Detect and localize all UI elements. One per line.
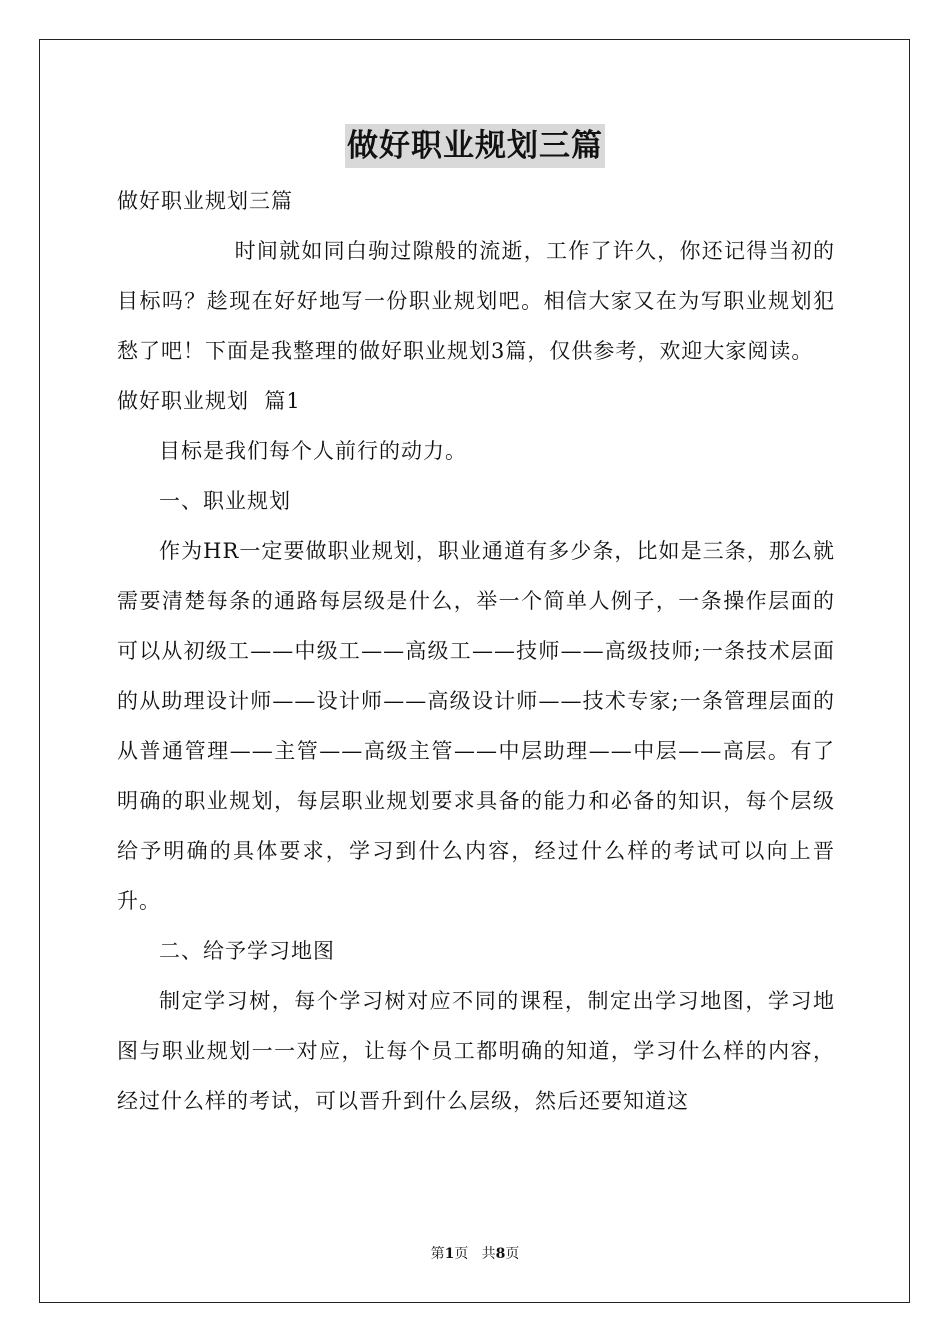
- total-page-number: 8: [495, 1246, 506, 1262]
- body-paragraph: 制定学习树，每个学习树对应不同的课程，制定出学习地图，学习地图与职业规划一一对应，让每个员工都明确的知道，学习什么样的内容，经过什么样的考试，可以晋升到什么层级，然后还要知道这: [117, 989, 835, 1113]
- current-page-number: 1: [444, 1246, 455, 1262]
- page-footer: [0, 1244, 950, 1264]
- page-prefix: 第: [430, 1246, 445, 1262]
- document-body: [117, 176, 835, 1126]
- title-container: [0, 124, 950, 168]
- intro-paragraph: 时间就如同白驹过隙般的流逝，工作了许久，你还记得当初的目标吗？趁现在好好地写一份职业规划吧。相信大家又在为写职业规划犯愁了吧！下面是我整理的做好职业规划3篇，仅供参考，欢迎大家阅读。: [117, 239, 835, 363]
- subheading-career-plan: 一、职业规划: [159, 489, 291, 513]
- document-title: 做好职业规划三篇: [345, 124, 605, 168]
- document-subtitle: 做好职业规划三篇: [117, 189, 293, 213]
- body-paragraph: 目标是我们每个人前行的动力。: [159, 439, 467, 463]
- page-suffix: 页: [505, 1246, 520, 1262]
- section-heading: 做好职业规划 篇1: [117, 389, 301, 413]
- page-mid: 页 共: [454, 1246, 496, 1262]
- subheading-learning-map: 二、给予学习地图: [159, 939, 335, 963]
- body-paragraph: 作为HR一定要做职业规划，职业通道有多少条，比如是三条，那么就需要清楚每条的通路每层级是什么，举一个简单人例子，一条操作层面的可以从初级工——中级工——高级工——技师——高级技师;一条技术层面的从助理设计师——设计师——高级设计师——技术专家;一条管理层面的从普通管理——主管——高级主管——中层助理——中层——高层。有了明确的职业规划，每层职业规划要求具备的能力和必备的知识，每个层级给予明确的具体要求，学习到什么内容，经过什么样的考试可以向上晋升。: [117, 539, 835, 913]
